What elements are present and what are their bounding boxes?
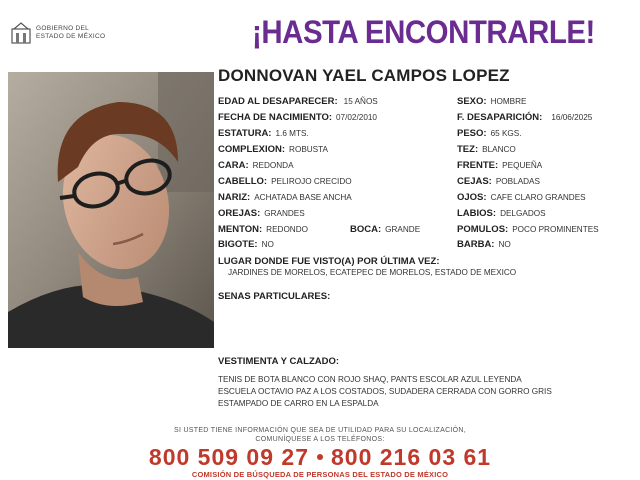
clothing-line-1: TENIS DE BOTA BLANCO CON ROJO SHAQ, PANTS ESCOLAR AZUL LEYENDA — [218, 375, 522, 384]
field-label: PESO: — [457, 128, 487, 139]
field-label: FRENTE: — [457, 160, 499, 171]
field-labios — [457, 208, 546, 220]
field-label: BARBA: — [457, 239, 495, 250]
field-value: NO — [261, 240, 274, 249]
field-bigote — [218, 239, 274, 251]
footer-note-2: COMUNÍQUESE A LOS TELÉFONOS: — [255, 436, 385, 443]
field-label: SEXO: — [457, 96, 487, 107]
field-value: DELGADOS — [500, 209, 546, 218]
field-label: F. DESAPARICIÓN: — [457, 112, 543, 123]
field-label: FECHA DE NACIMIENTO: — [218, 112, 332, 123]
field-cejas — [457, 176, 540, 188]
field-value: PELIROJO CRECIDO — [271, 177, 352, 186]
field-value: 15 AÑOS — [343, 97, 378, 106]
field-peso — [457, 128, 522, 140]
clothing-line-2: ESCUELA OCTAVIO PAZ A LOS COSTADOS, SUDADERA CERRADA CON GORRO GRIS — [218, 387, 552, 396]
field-boca — [350, 224, 420, 236]
field-cara — [218, 160, 294, 172]
state-emblem-icon — [10, 21, 32, 45]
field-value: REDONDA — [252, 161, 294, 170]
field-label: CARA: — [218, 160, 249, 171]
last-seen-value: JARDINES DE MORELOS, ECATEPEC DE MORELOS, ESTADO DE MEXICO — [228, 268, 517, 277]
field-menton — [218, 224, 308, 236]
field-label: TEZ: — [457, 144, 479, 155]
field-value: ROBUSTA — [289, 145, 329, 154]
field-value: 16/06/2025 — [551, 113, 593, 122]
phone-numbers — [0, 444, 640, 471]
field-label: CEJAS: — [457, 176, 492, 187]
field-value: 65 KGS. — [490, 129, 522, 138]
field-label: POMULOS: — [457, 224, 509, 235]
marks-label: SENAS PARTICULARES: — [218, 291, 331, 302]
field-label: EDAD AL DESAPARECER: — [218, 96, 338, 107]
field-fecha-nacimiento — [218, 112, 377, 124]
field-label: ESTATURA: — [218, 128, 272, 139]
field-value: CAFE CLARO GRANDES — [490, 193, 586, 202]
field-pomulos — [457, 224, 599, 236]
commission-name: COMISIÓN DE BÚSQUEDA DE PERSONAS DEL ESTADO DE MÉXICO — [191, 470, 449, 479]
field-label: OREJAS: — [218, 208, 261, 219]
field-label: BIGOTE: — [218, 239, 258, 250]
field-orejas — [218, 208, 305, 220]
field-value: ACHATADA BASE ANCHA — [254, 193, 352, 202]
phone-number-2[interactable]: 800 216 03 61 — [331, 444, 492, 470]
field-complexion — [218, 144, 328, 156]
field-value: POCO PROMINENTES — [512, 225, 599, 234]
clothing-line-3: ESTAMPADO DE CARRO EN LA ESPALDA — [218, 399, 379, 408]
field-value: GRANDE — [385, 225, 421, 234]
field-fecha-desaparicion — [457, 112, 592, 124]
field-label: LABIOS: — [457, 208, 497, 219]
field-barba — [457, 239, 511, 251]
last-seen-label: LUGAR DONDE FUE VISTO(A) POR ÚLTIMA VEZ: — [218, 256, 440, 267]
footer-note-1: SI USTED TIENE INFORMACIÓN QUE SEA DE UTILIDAD PARA SU LOCALIZACIÓN, — [173, 427, 467, 434]
field-estatura — [218, 128, 309, 140]
field-value: 07/02/2010 — [336, 113, 377, 122]
field-label: COMPLEXION: — [218, 144, 286, 155]
logo-line-1: GOBIERNO DEL — [36, 25, 90, 32]
missing-person-photo — [8, 72, 214, 348]
field-label: NARIZ: — [218, 192, 251, 203]
field-value: 1.6 MTS. — [275, 129, 309, 138]
field-label: OJOS: — [457, 192, 487, 203]
field-label: CABELLO: — [218, 176, 268, 187]
field-value: NO — [498, 240, 511, 249]
field-label: MENTON: — [218, 224, 263, 235]
government-logo — [10, 20, 120, 46]
headline: ¡HASTA ENCONTRARLE! — [252, 14, 595, 50]
field-label: BOCA: — [350, 224, 382, 235]
field-value: POBLADAS — [495, 177, 540, 186]
field-ojos — [457, 192, 586, 204]
field-value: REDONDO — [266, 225, 309, 234]
field-value: HOMBRE — [490, 97, 527, 106]
phone-number-1[interactable]: 800 509 09 27 — [148, 444, 309, 470]
field-frente — [457, 160, 542, 172]
field-value: PEQUEÑA — [502, 161, 543, 170]
field-edad — [218, 96, 378, 108]
person-name: DONNOVAN YAEL CAMPOS LOPEZ — [218, 66, 510, 85]
logo-line-2: ESTADO DE MÉXICO — [36, 33, 106, 40]
field-value: BLANCO — [482, 145, 516, 154]
separator-dot-icon — [317, 454, 323, 460]
field-nariz — [218, 192, 352, 204]
clothing-label: VESTIMENTA Y CALZADO: — [218, 356, 340, 367]
field-sexo — [457, 96, 527, 108]
field-value: GRANDES — [264, 209, 305, 218]
field-cabello — [218, 176, 352, 188]
field-tez — [457, 144, 516, 156]
